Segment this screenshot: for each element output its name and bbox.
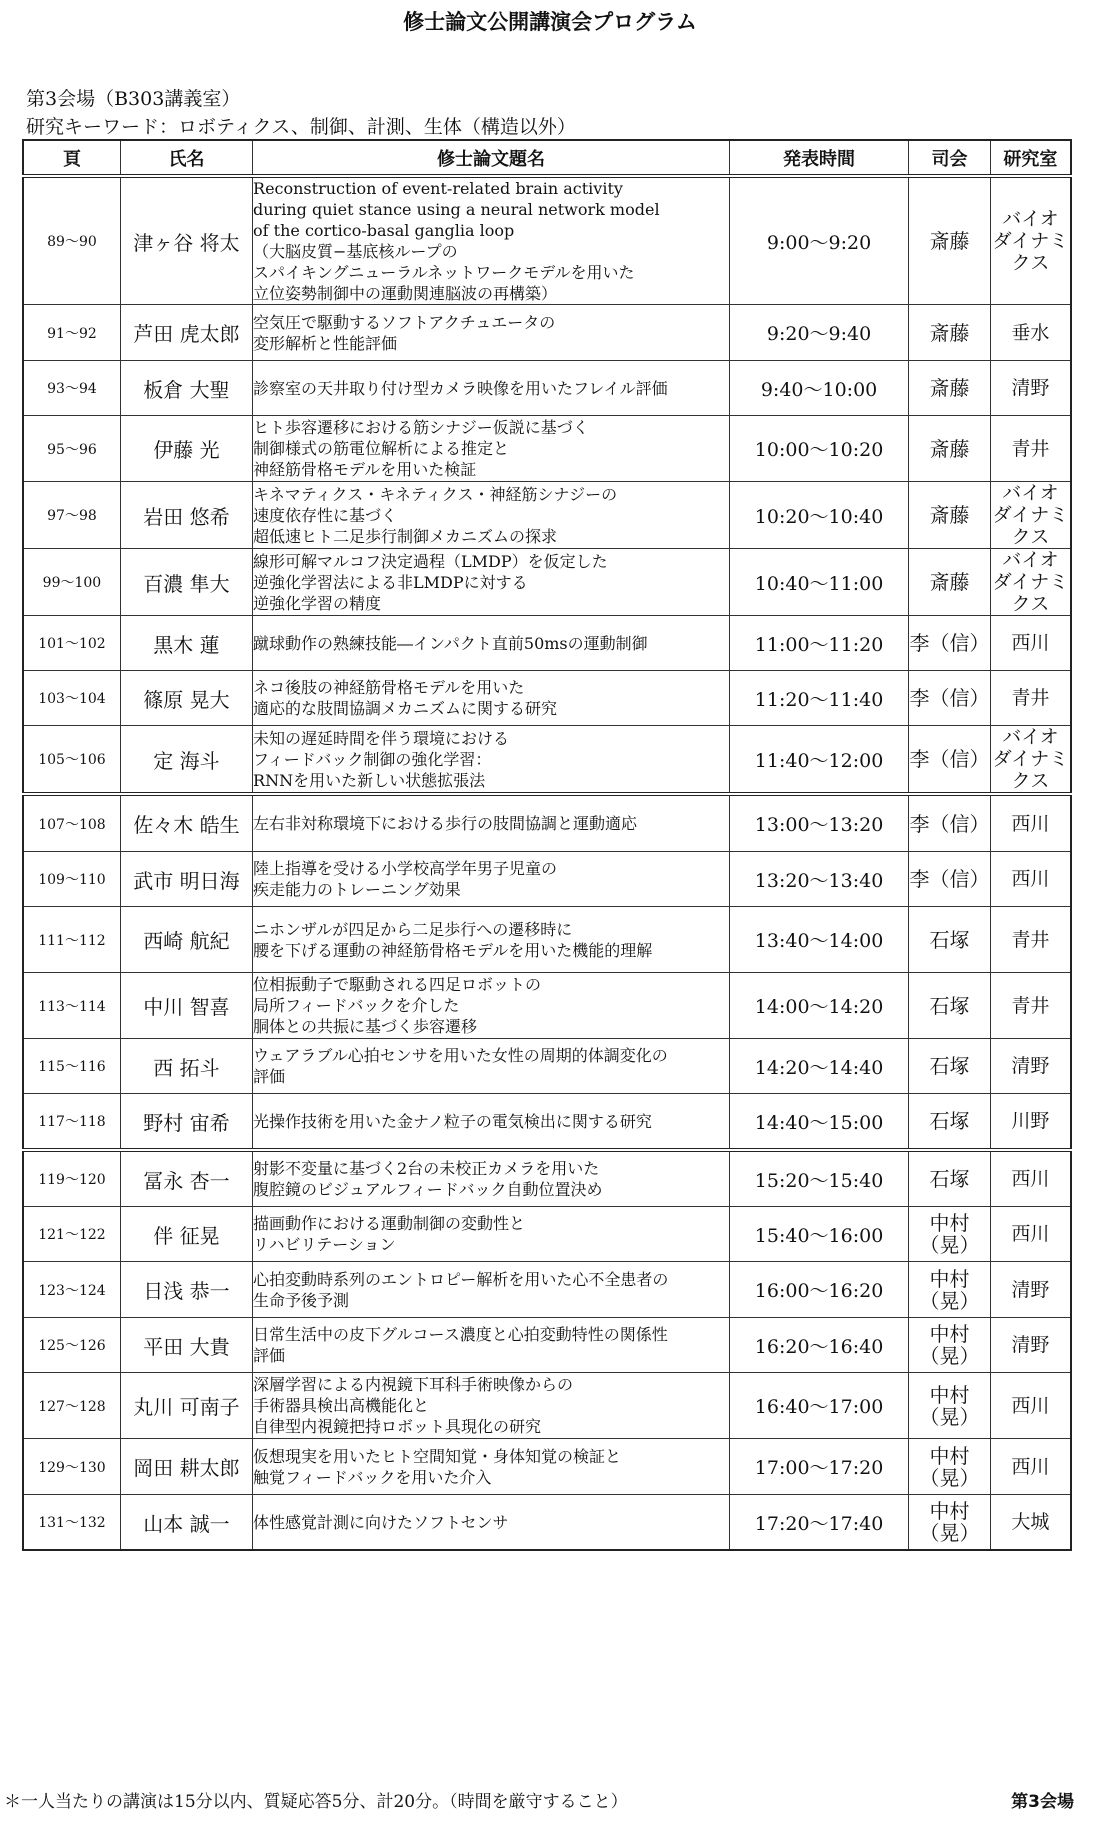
time-cell: 15:40～16:00 (729, 1207, 908, 1262)
name-cell: 中川 智喜 (120, 973, 252, 1039)
time-cell: 11:00～11:20 (729, 616, 908, 671)
chair-cell: 中村 （晃） (909, 1495, 991, 1551)
name-cell: 板倉 大聖 (120, 361, 252, 416)
page-cell: 123～124 (23, 1262, 120, 1318)
lab-cell: 青井 (990, 416, 1071, 482)
lab-cell: 清野 (990, 1262, 1071, 1318)
name-cell: 伴 征晃 (120, 1207, 252, 1262)
header-lab: 研究室 (990, 140, 1071, 176)
lab-cell: バイオ ダイナミ クス (990, 482, 1071, 549)
table-row (23, 549, 1071, 616)
name-cell: 岡田 耕太郎 (120, 1439, 252, 1495)
chair-cell: 李（信） (909, 726, 991, 795)
title-cell: ニホンザルが四足から二足歩行への遷移時に 腰を下げる運動の神経筋骨格モデルを用いた機能的理解 (253, 907, 730, 973)
table-header-row (23, 140, 1071, 176)
time-cell: 11:40～12:00 (729, 726, 908, 795)
name-cell: 佐々木 皓生 (120, 794, 252, 852)
chair-cell: 斎藤 (909, 482, 991, 549)
lab-cell: 西川 (990, 616, 1071, 671)
table-row (23, 852, 1071, 907)
lab-cell: 西川 (990, 1150, 1071, 1207)
table-row (23, 726, 1071, 795)
name-cell: 芦田 虎太郎 (120, 305, 252, 361)
lab-cell: 青井 (990, 973, 1071, 1039)
time-cell: 10:20～10:40 (729, 482, 908, 549)
table-row (23, 176, 1071, 305)
chair-cell: 斎藤 (909, 361, 991, 416)
time-cell: 13:00～13:20 (729, 794, 908, 852)
lab-cell: バイオ ダイナミ クス (990, 176, 1071, 305)
time-cell: 9:20～9:40 (729, 305, 908, 361)
table-row (23, 973, 1071, 1039)
title-cell: 左右非対称環境下における歩行の肢間協調と運動適応 (253, 794, 730, 852)
time-cell: 9:40～10:00 (729, 361, 908, 416)
chair-cell: 石塚 (909, 1039, 991, 1094)
page-cell: 115～116 (23, 1039, 120, 1094)
page-cell: 117～118 (23, 1094, 120, 1151)
title-cell: Reconstruction of event-related brain activity during quiet stance using a neural network model of the cortico-basal ganglia loop （大脳皮質−基底核ループの スパイキングニューラルネットワークモデルを用いた 立位姿勢制御中の運動関連脳波の再構築） (253, 176, 730, 305)
table-row (23, 1039, 1071, 1094)
title-cell: 射影不変量に基づく2台の未校正カメラを用いた 腹腔鏡のビジュアルフィードバック自動位置決め (253, 1150, 730, 1207)
page-cell: 89～90 (23, 176, 120, 305)
header-page: 頁 (23, 140, 120, 176)
research-keywords: 研究キーワード：ロボティクス、制御、計測、生体（構造以外） (26, 116, 576, 138)
time-cell: 17:00～17:20 (729, 1439, 908, 1495)
name-cell: 百濃 隼大 (120, 549, 252, 616)
page-cell: 107～108 (23, 794, 120, 852)
page-cell: 101～102 (23, 616, 120, 671)
chair-cell: 石塚 (909, 973, 991, 1039)
name-cell: 山本 誠一 (120, 1495, 252, 1551)
page-cell: 129～130 (23, 1439, 120, 1495)
page-cell: 93～94 (23, 361, 120, 416)
title-cell: 深層学習による内視鏡下耳科手術映像からの 手術器具検出高機能化と 自律型内視鏡把持ロボット具現化の研究 (253, 1373, 730, 1439)
chair-cell: 中村 （晃） (909, 1318, 991, 1373)
page-cell: 121～122 (23, 1207, 120, 1262)
name-cell: 定 海斗 (120, 726, 252, 795)
header-time: 発表時間 (729, 140, 908, 176)
chair-cell: 石塚 (909, 1094, 991, 1151)
lab-cell: 清野 (990, 361, 1071, 416)
name-cell: 武市 明日海 (120, 852, 252, 907)
lab-cell: 西川 (990, 794, 1071, 852)
name-cell: 伊藤 光 (120, 416, 252, 482)
title-cell: 位相振動子で駆動される四足ロボットの 局所フィードバックを介した 胴体との共振に基づく歩容遷移 (253, 973, 730, 1039)
table-row (23, 1094, 1071, 1151)
table-row (23, 1262, 1071, 1318)
table-row (23, 1207, 1071, 1262)
page-cell: 131～132 (23, 1495, 120, 1551)
title-cell: 仮想現実を用いたヒト空間知覚・身体知覚の検証と 触覚フィードバックを用いた介入 (253, 1439, 730, 1495)
chair-cell: 斎藤 (909, 305, 991, 361)
page-cell: 109～110 (23, 852, 120, 907)
lab-cell: 清野 (990, 1039, 1071, 1094)
time-cell: 17:20～17:40 (729, 1495, 908, 1551)
name-cell: 篠原 晃大 (120, 671, 252, 726)
page-cell: 95～96 (23, 416, 120, 482)
time-cell: 10:00～10:20 (729, 416, 908, 482)
name-cell: 平田 大貴 (120, 1318, 252, 1373)
time-cell: 13:40～14:00 (729, 907, 908, 973)
chair-cell: 中村 （晃） (909, 1439, 991, 1495)
lab-cell: 西川 (990, 1439, 1071, 1495)
table-row (23, 361, 1071, 416)
chair-cell: 李（信） (909, 671, 991, 726)
title-cell: 心拍変動時系列のエントロピー解析を用いた心不全患者の 生命予後予測 (253, 1262, 730, 1318)
title-cell: 診察室の天井取り付け型カメラ映像を用いたフレイル評価 (253, 361, 730, 416)
chair-cell: 中村 （晃） (909, 1262, 991, 1318)
title-cell: ウェアラブル心拍センサを用いた女性の周期的体調変化の 評価 (253, 1039, 730, 1094)
page-cell: 91～92 (23, 305, 120, 361)
title-cell: ヒト歩容遷移における筋シナジー仮説に基づく 制御様式の筋電位解析による推定と 神経筋骨格モデルを用いた検証 (253, 416, 730, 482)
lab-cell: 西川 (990, 1373, 1071, 1439)
table-row (23, 1495, 1071, 1551)
table-row (23, 305, 1071, 361)
page-cell: 119～120 (23, 1150, 120, 1207)
name-cell: 黒木 蓮 (120, 616, 252, 671)
chair-cell: 石塚 (909, 907, 991, 973)
time-cell: 14:00～14:20 (729, 973, 908, 1039)
time-cell: 16:20～16:40 (729, 1318, 908, 1373)
name-cell: 丸川 可南子 (120, 1373, 252, 1439)
table-row (23, 616, 1071, 671)
lab-cell: 川野 (990, 1094, 1071, 1151)
name-cell: 冨永 杏一 (120, 1150, 252, 1207)
title-cell: 線形可解マルコフ決定過程（LMDP）を仮定した 逆強化学習法による非LMDPに対する 逆強化学習の精度 (253, 549, 730, 616)
page-cell: 99～100 (23, 549, 120, 616)
table-row (23, 1318, 1071, 1373)
page-cell: 113～114 (23, 973, 120, 1039)
name-cell: 野村 宙希 (120, 1094, 252, 1151)
table-row (23, 416, 1071, 482)
time-cell: 16:00～16:20 (729, 1262, 908, 1318)
lab-cell: 西川 (990, 852, 1071, 907)
table-row (23, 1373, 1071, 1439)
time-cell: 15:20～15:40 (729, 1150, 908, 1207)
name-cell: 西崎 航紀 (120, 907, 252, 973)
title-cell: キネマティクス・キネティクス・神経筋シナジーの 速度依存性に基づく 超低速ヒト二足歩行制御メカニズムの探求 (253, 482, 730, 549)
table-row (23, 482, 1071, 549)
name-cell: 岩田 悠希 (120, 482, 252, 549)
chair-cell: 斎藤 (909, 549, 991, 616)
footnote: ＊一人当たりの講演は15分以内、質疑応答5分、計20分。（時間を厳守すること） (4, 1792, 628, 1812)
title-cell: 陸上指導を受ける小学校高学年男子児童の 疾走能力のトレーニング効果 (253, 852, 730, 907)
header-name: 氏名 (120, 140, 252, 176)
table-row (23, 1150, 1071, 1207)
lab-cell: 青井 (990, 907, 1071, 973)
time-cell: 14:40～15:00 (729, 1094, 908, 1151)
time-cell: 14:20～14:40 (729, 1039, 908, 1094)
chair-cell: 斎藤 (909, 416, 991, 482)
lab-cell: 大城 (990, 1495, 1071, 1551)
table-row (23, 907, 1071, 973)
time-cell: 10:40～11:00 (729, 549, 908, 616)
program-table (22, 139, 1072, 1551)
chair-cell: 李（信） (909, 852, 991, 907)
lab-cell: 西川 (990, 1207, 1071, 1262)
name-cell: 西 拓斗 (120, 1039, 252, 1094)
time-cell: 11:20～11:40 (729, 671, 908, 726)
title-cell: 光操作技術を用いた金ナノ粒子の電気検出に関する研究 (253, 1094, 730, 1151)
lab-cell: バイオ ダイナミ クス (990, 726, 1071, 795)
name-cell: 津ヶ谷 将太 (120, 176, 252, 305)
table-row (23, 794, 1071, 852)
table-row (23, 671, 1071, 726)
title-cell: 蹴球動作の熟練技能―インパクト直前50msの運動制御 (253, 616, 730, 671)
title-cell: ネコ後肢の神経筋骨格モデルを用いた 適応的な肢間協調メカニズムに関する研究 (253, 671, 730, 726)
title-cell: 空気圧で駆動するソフトアクチュエータの 変形解析と性能評価 (253, 305, 730, 361)
lab-cell: バイオ ダイナミ クス (990, 549, 1071, 616)
page-cell: 105～106 (23, 726, 120, 795)
chair-cell: 石塚 (909, 1150, 991, 1207)
lab-cell: 青井 (990, 671, 1071, 726)
page-cell: 103～104 (23, 671, 120, 726)
lab-cell: 清野 (990, 1318, 1071, 1373)
time-cell: 16:40～17:00 (729, 1373, 908, 1439)
header-title: 修士論文題名 (253, 140, 730, 176)
lab-cell: 垂水 (990, 305, 1071, 361)
chair-cell: 中村 （晃） (909, 1207, 991, 1262)
chair-cell: 中村 （晃） (909, 1373, 991, 1439)
chair-cell: 李（信） (909, 616, 991, 671)
page-cell: 125～126 (23, 1318, 120, 1373)
time-cell: 13:20～13:40 (729, 852, 908, 907)
page-cell: 127～128 (23, 1373, 120, 1439)
title-cell: 未知の遅延時間を伴う環境における フィードバック制御の強化学習： RNNを用いた新しい状態拡張法 (253, 726, 730, 795)
chair-cell: 斎藤 (909, 176, 991, 305)
name-cell: 日浅 恭一 (120, 1262, 252, 1318)
chair-cell: 李（信） (909, 794, 991, 852)
title-cell: 体性感覚計測に向けたソフトセンサ (253, 1495, 730, 1551)
time-cell: 9:00～9:20 (729, 176, 908, 305)
title-cell: 描画動作における運動制御の変動性と リハビリテーション (253, 1207, 730, 1262)
page-cell: 111～112 (23, 907, 120, 973)
header-chair: 司会 (909, 140, 991, 176)
page-cell: 97～98 (23, 482, 120, 549)
footer-venue-label: 第3会場 (1011, 1792, 1074, 1812)
table-row (23, 1439, 1071, 1495)
page-title: 修士論文公開講演会プログラム (403, 10, 697, 34)
title-cell: 日常生活中の皮下グルコース濃度と心拍変動特性の関係性 評価 (253, 1318, 730, 1373)
venue-label: 第3会場（B303講義室） (26, 88, 241, 110)
